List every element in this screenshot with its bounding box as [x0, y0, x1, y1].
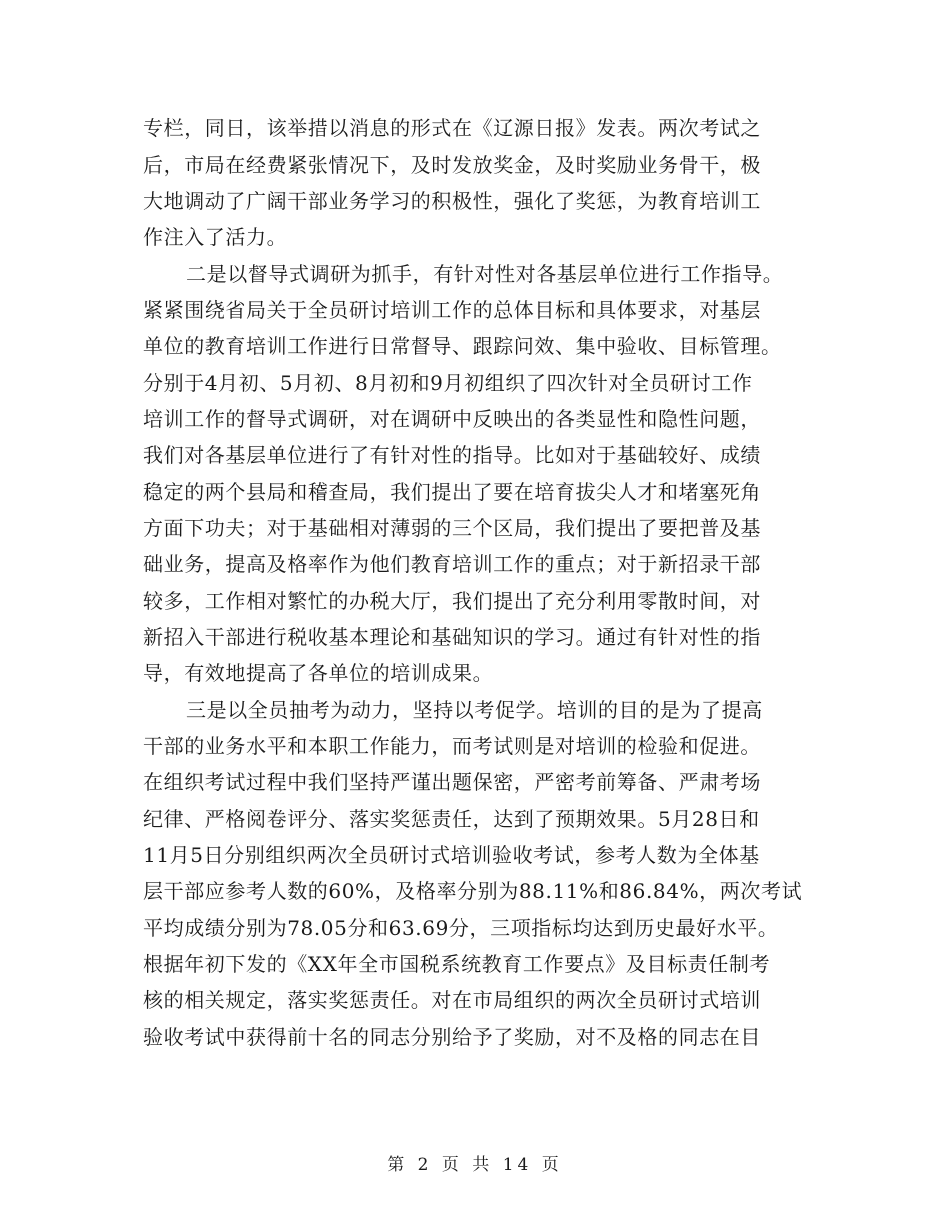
- body-line: 稳定的两个县局和稽查局，我们提出了要在培育拔尖人才和堵塞死角: [143, 480, 761, 504]
- body-line: 专栏，同日，该举措以消息的形式在《辽源日报》发表。两次考试之: [143, 116, 761, 140]
- body-line: 在组织考试过程中我们坚持严谨出题保密，严密考前筹备、严肃考场: [143, 770, 761, 794]
- page-footer: 第 2 页 共 14 页: [387, 1155, 563, 1175]
- body-line: 层干部应参考人数的60%，及格率分别为88.11%和86.84%，两次考试: [143, 879, 803, 903]
- body-line: 根据年初下发的《XX年全市国税系统教育工作要点》及目标责任制考: [143, 952, 771, 976]
- body-line: 纪律、严格阅卷评分、落实奖惩责任，达到了预期效果。5月28日和: [143, 807, 760, 831]
- body-line: 导，有效地提高了各单位的培训成果。: [143, 661, 494, 685]
- body-line: 我们对各基层单位进行了有针对性的指导。比如对于基础较好、成绩: [143, 443, 761, 467]
- paragraph-start-line: 三是以全员抽考为动力，坚持以考促学。培训的目的是为了提高: [186, 698, 763, 722]
- body-line: 方面下功夫；对于基础相对薄弱的三个区局，我们提出了要把普及基: [143, 516, 761, 540]
- body-line: 培训工作的督导式调研，对在调研中反映出的各类显性和隐性问题，: [143, 407, 761, 431]
- body-line: 新招入干部进行税收基本理论和基础知识的学习。通过有针对性的指: [143, 625, 761, 649]
- body-line: 单位的教育培训工作进行日常督导、跟踪问效、集中验收、目标管理。: [143, 334, 782, 358]
- body-line: 大地调动了广阔干部业务学习的积极性，强化了奖惩，为教育培训工: [143, 189, 761, 213]
- body-line: 平均成绩分别为78.05分和63.69分，三项指标均达到历史最好水平。: [143, 916, 779, 940]
- body-line: 验收考试中获得前十名的同志分别给予了奖励，对不及格的同志在目: [143, 1025, 761, 1049]
- body-line: 分别于4月初、5月初、8月初和9月初组织了四次针对全员研讨工作: [143, 371, 753, 395]
- body-line: 干部的业务水平和本职工作能力，而考试则是对培训的检验和促进。: [143, 734, 761, 758]
- body-line: 核的相关规定，落实奖惩责任。对在市局组织的两次全员研讨式培训: [143, 988, 761, 1012]
- body-line: 后，市局在经费紧张情况下，及时发放奖金，及时奖励业务骨干，极: [143, 153, 761, 177]
- paragraph-start-line: 二是以督导式调研为抓手，有针对性对各基层单位进行工作指导。: [186, 262, 784, 286]
- body-line: 础业务，提高及格率作为他们教育培训工作的重点；对于新招录干部: [143, 552, 761, 576]
- body-line: 较多，工作相对繁忙的办税大厅，我们提出了充分利用零散时间，对: [143, 589, 761, 613]
- body-line: 11月5日分别组织两次全员研讨式培训验收考试，参考人数为全体基: [143, 843, 760, 867]
- body-line: 紧紧围绕省局关于全员研讨培训工作的总体目标和具体要求，对基层: [143, 298, 761, 322]
- body-line: 作注入了活力。: [143, 225, 288, 249]
